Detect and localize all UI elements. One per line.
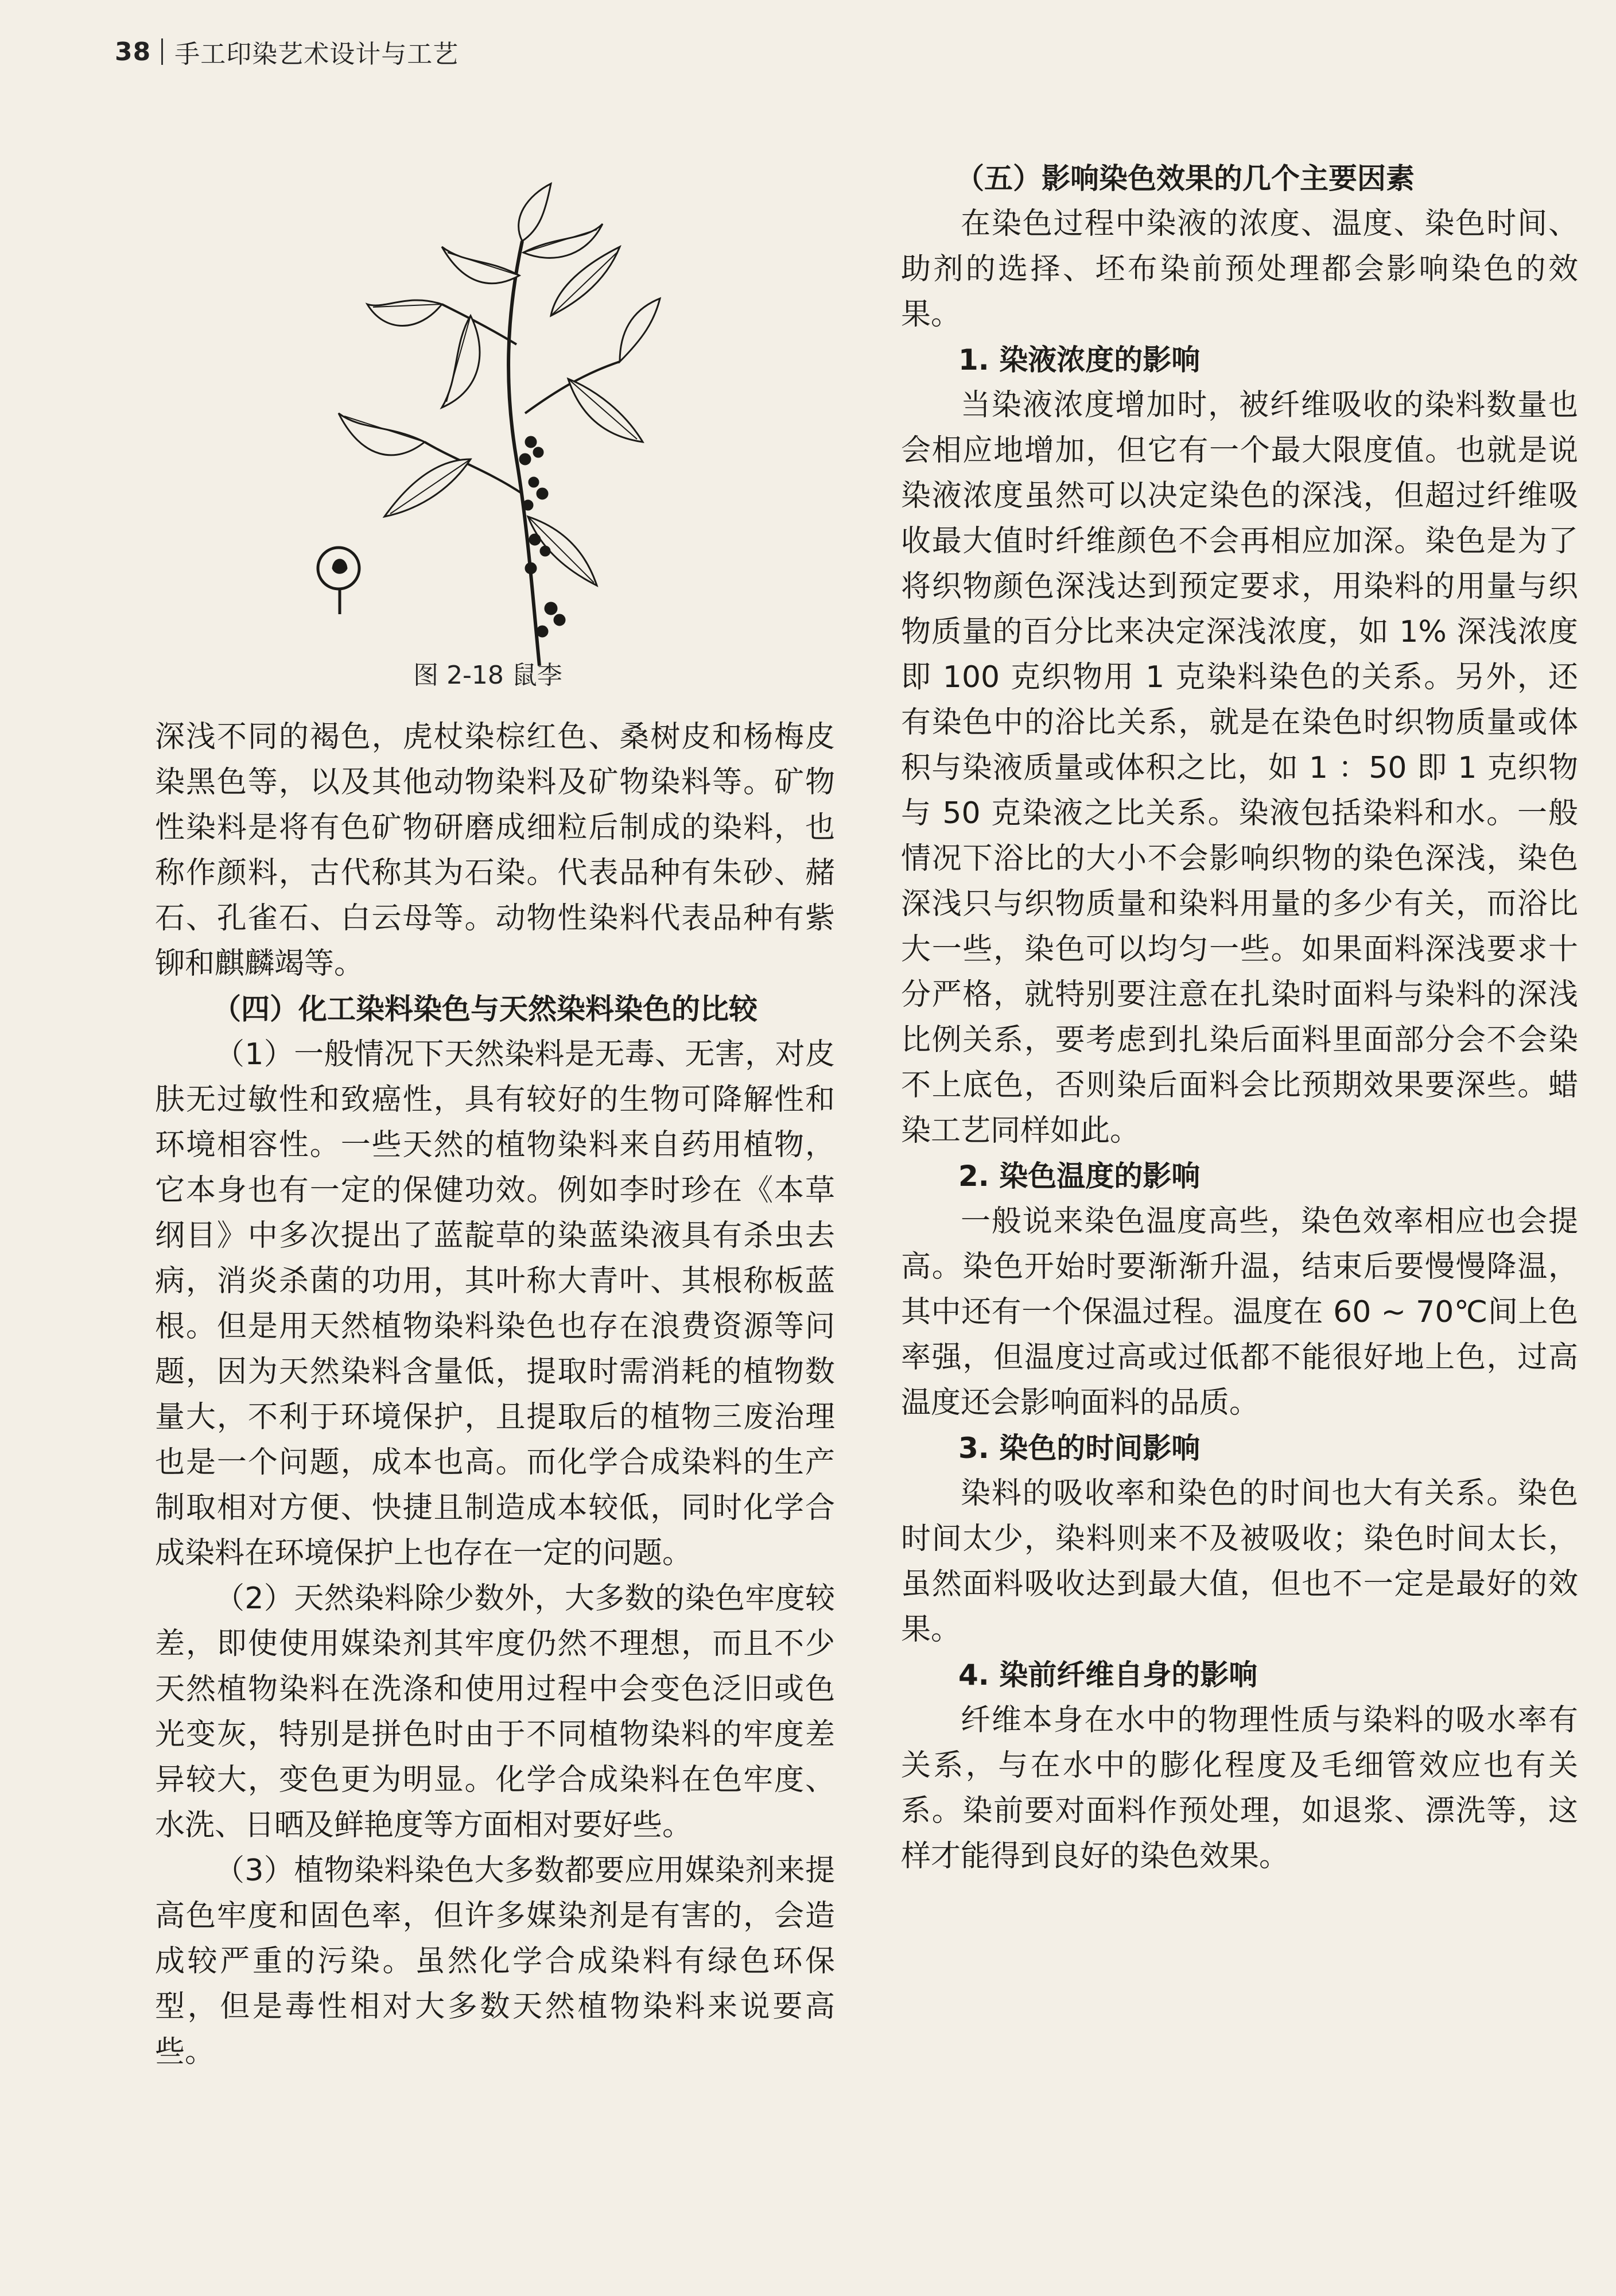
plant-illustration bbox=[298, 172, 666, 677]
figure-caption: 图 2-18 鼠李 bbox=[413, 661, 562, 690]
paragraph-intro: 在染色过程中染液的浓度、温度、染色时间、助剂的选择、坯布染前预处理都会影响染色的效果。 bbox=[901, 207, 1578, 332]
paragraph-time: 染料的吸收率和染色的时间也大有关系。染色时间太少，染料则来不及被吸收；染色时间太长，虽然面料吸收达到最大值，但也不一定是最好的效果。 bbox=[901, 1476, 1578, 1647]
right-column bbox=[901, 156, 1578, 1879]
paragraph-fiber: 纤维本身在水中的物理性质与染料的吸水率有关系，与在水中的膨化程度及毛细管效应也有关系。染前要对面料作预处理，如退浆、漂洗等，这样才能得到良好的染色效果。 bbox=[901, 1703, 1578, 1874]
subheading-temperature: 2. 染色温度的影响 bbox=[958, 1159, 1201, 1193]
subheading-time: 3. 染色的时间影响 bbox=[958, 1432, 1201, 1465]
paragraph-concentration: 当染液浓度增加时，被纤维吸收的染料数量也会相应地增加，但它有一个最大限度值。也就是说染液浓度虽然可以决定染色的深浅，但超过纤维吸收最大值时纤维颜色不会再相应加深。染色是为了将织物颜色深浅达到预定要求，用染料的用量与织物质量的百分比来决定深浅浓度，如 1% 深浅浓度即 100 克织物用 1 克染料染色的关系。另外，还有染色中的浴比关系，就是在染色时织物质量或体积与染液质量或体积之比，如 1 ：50 即 1 克织物与 50 克染液之比关系。染液包括染料和水。一般情况下浴比的大小不会影响织物的染色深浅，染色深浅只与织物质量和染料用量的多少有关，而浴比大一些，染色可以均匀一些。如果面料深浅要求十分严格，就特别要注意在扎染时面料与染料的深浅比例关系，要考虑到扎染后面料里面部分会不会染不上底色，否则染后面料会比预期效果要深些。蜡染工艺同样如此。 bbox=[901, 388, 1578, 1148]
page-header bbox=[115, 33, 459, 70]
paragraph-comparison-2: （2）天然染料除少数外，大多数的染色牢度较差，即使使用媒染剂其牢度仍然不理想，而且不少天然植物染料在洗涤和使用过程中会变色泛旧或色光变灰，特别是拼色时由于不同植物染料的牢度差异较大，变色更为明显。化学合成染料在色牢度、水洗、日晒及鲜艳度等方面相对要好些。 bbox=[155, 1581, 835, 1843]
subheading-concentration: 1. 染液浓度的影响 bbox=[958, 343, 1201, 377]
book-title: 手工印染艺术设计与工艺 bbox=[174, 40, 459, 69]
left-column bbox=[155, 715, 835, 2075]
page-number: 38 bbox=[115, 37, 152, 67]
paragraph-comparison-3: （3）植物染料染色大多数都要应用媒染剂来提高色牢度和固色率，但许多媒染剂是有害的，会造成较严重的污染。虽然化学合成染料有绿色环保型，但是毒性相对大多数天然植物染料来说要高些。 bbox=[155, 1853, 835, 2069]
paragraph-temperature: 一般说来染色温度高些，染色效率相应也会提高。染色开始时要渐渐升温，结束后要慢慢降温，其中还有一个保温过程。温度在 60 ~ 70℃间上色率强，但温度过高或过低都不能很好地上色，过高温度还会影响面料的品质。 bbox=[901, 1204, 1578, 1420]
section-4-heading: （四）化工染料染色与天然染料染色的比较 bbox=[212, 992, 758, 1026]
paragraph-continued: 深浅不同的褐色，虎杖染棕红色、桑树皮和杨梅皮染黑色等，以及其他动物染料及矿物染料等。矿物性染料是将有色矿物研磨成细粒后制成的染料，也称作颜料，古代称其为石染。代表品种有朱砂、赭石、孔雀石、白云母等。动物性染料代表品种有紫铆和麒麟竭等。 bbox=[155, 720, 835, 981]
header-divider bbox=[161, 38, 163, 65]
subheading-fiber: 4. 染前纤维自身的影响 bbox=[958, 1658, 1258, 1692]
section-5-heading: （五）影响染色效果的几个主要因素 bbox=[955, 162, 1415, 195]
paragraph-comparison-1: （1）一般情况下天然染料是无毒、无害，对皮肤无过敏性和致癌性，具有较好的生物可降解性和环境相容性。一些天然的植物染料来自药用植物，它本身也有一定的保健功效。例如李时珍在《本草纲目》中多次提出了蓝靛草的染蓝染液具有杀虫去病，消炎杀菌的功用，其叶称大青叶、其根称板蓝根。但是用天然植物染料染色也存在浪费资源等问题，因为天然染料含量低，提取时需消耗的植物数量大，不利于环境保护，且提取后的植物三废治理也是一个问题，成本也高。而化学合成染料的生产制取相对方便、快捷且制造成本较低，同时化学合成染料在环境保护上也存在一定的问题。 bbox=[155, 1037, 835, 1570]
